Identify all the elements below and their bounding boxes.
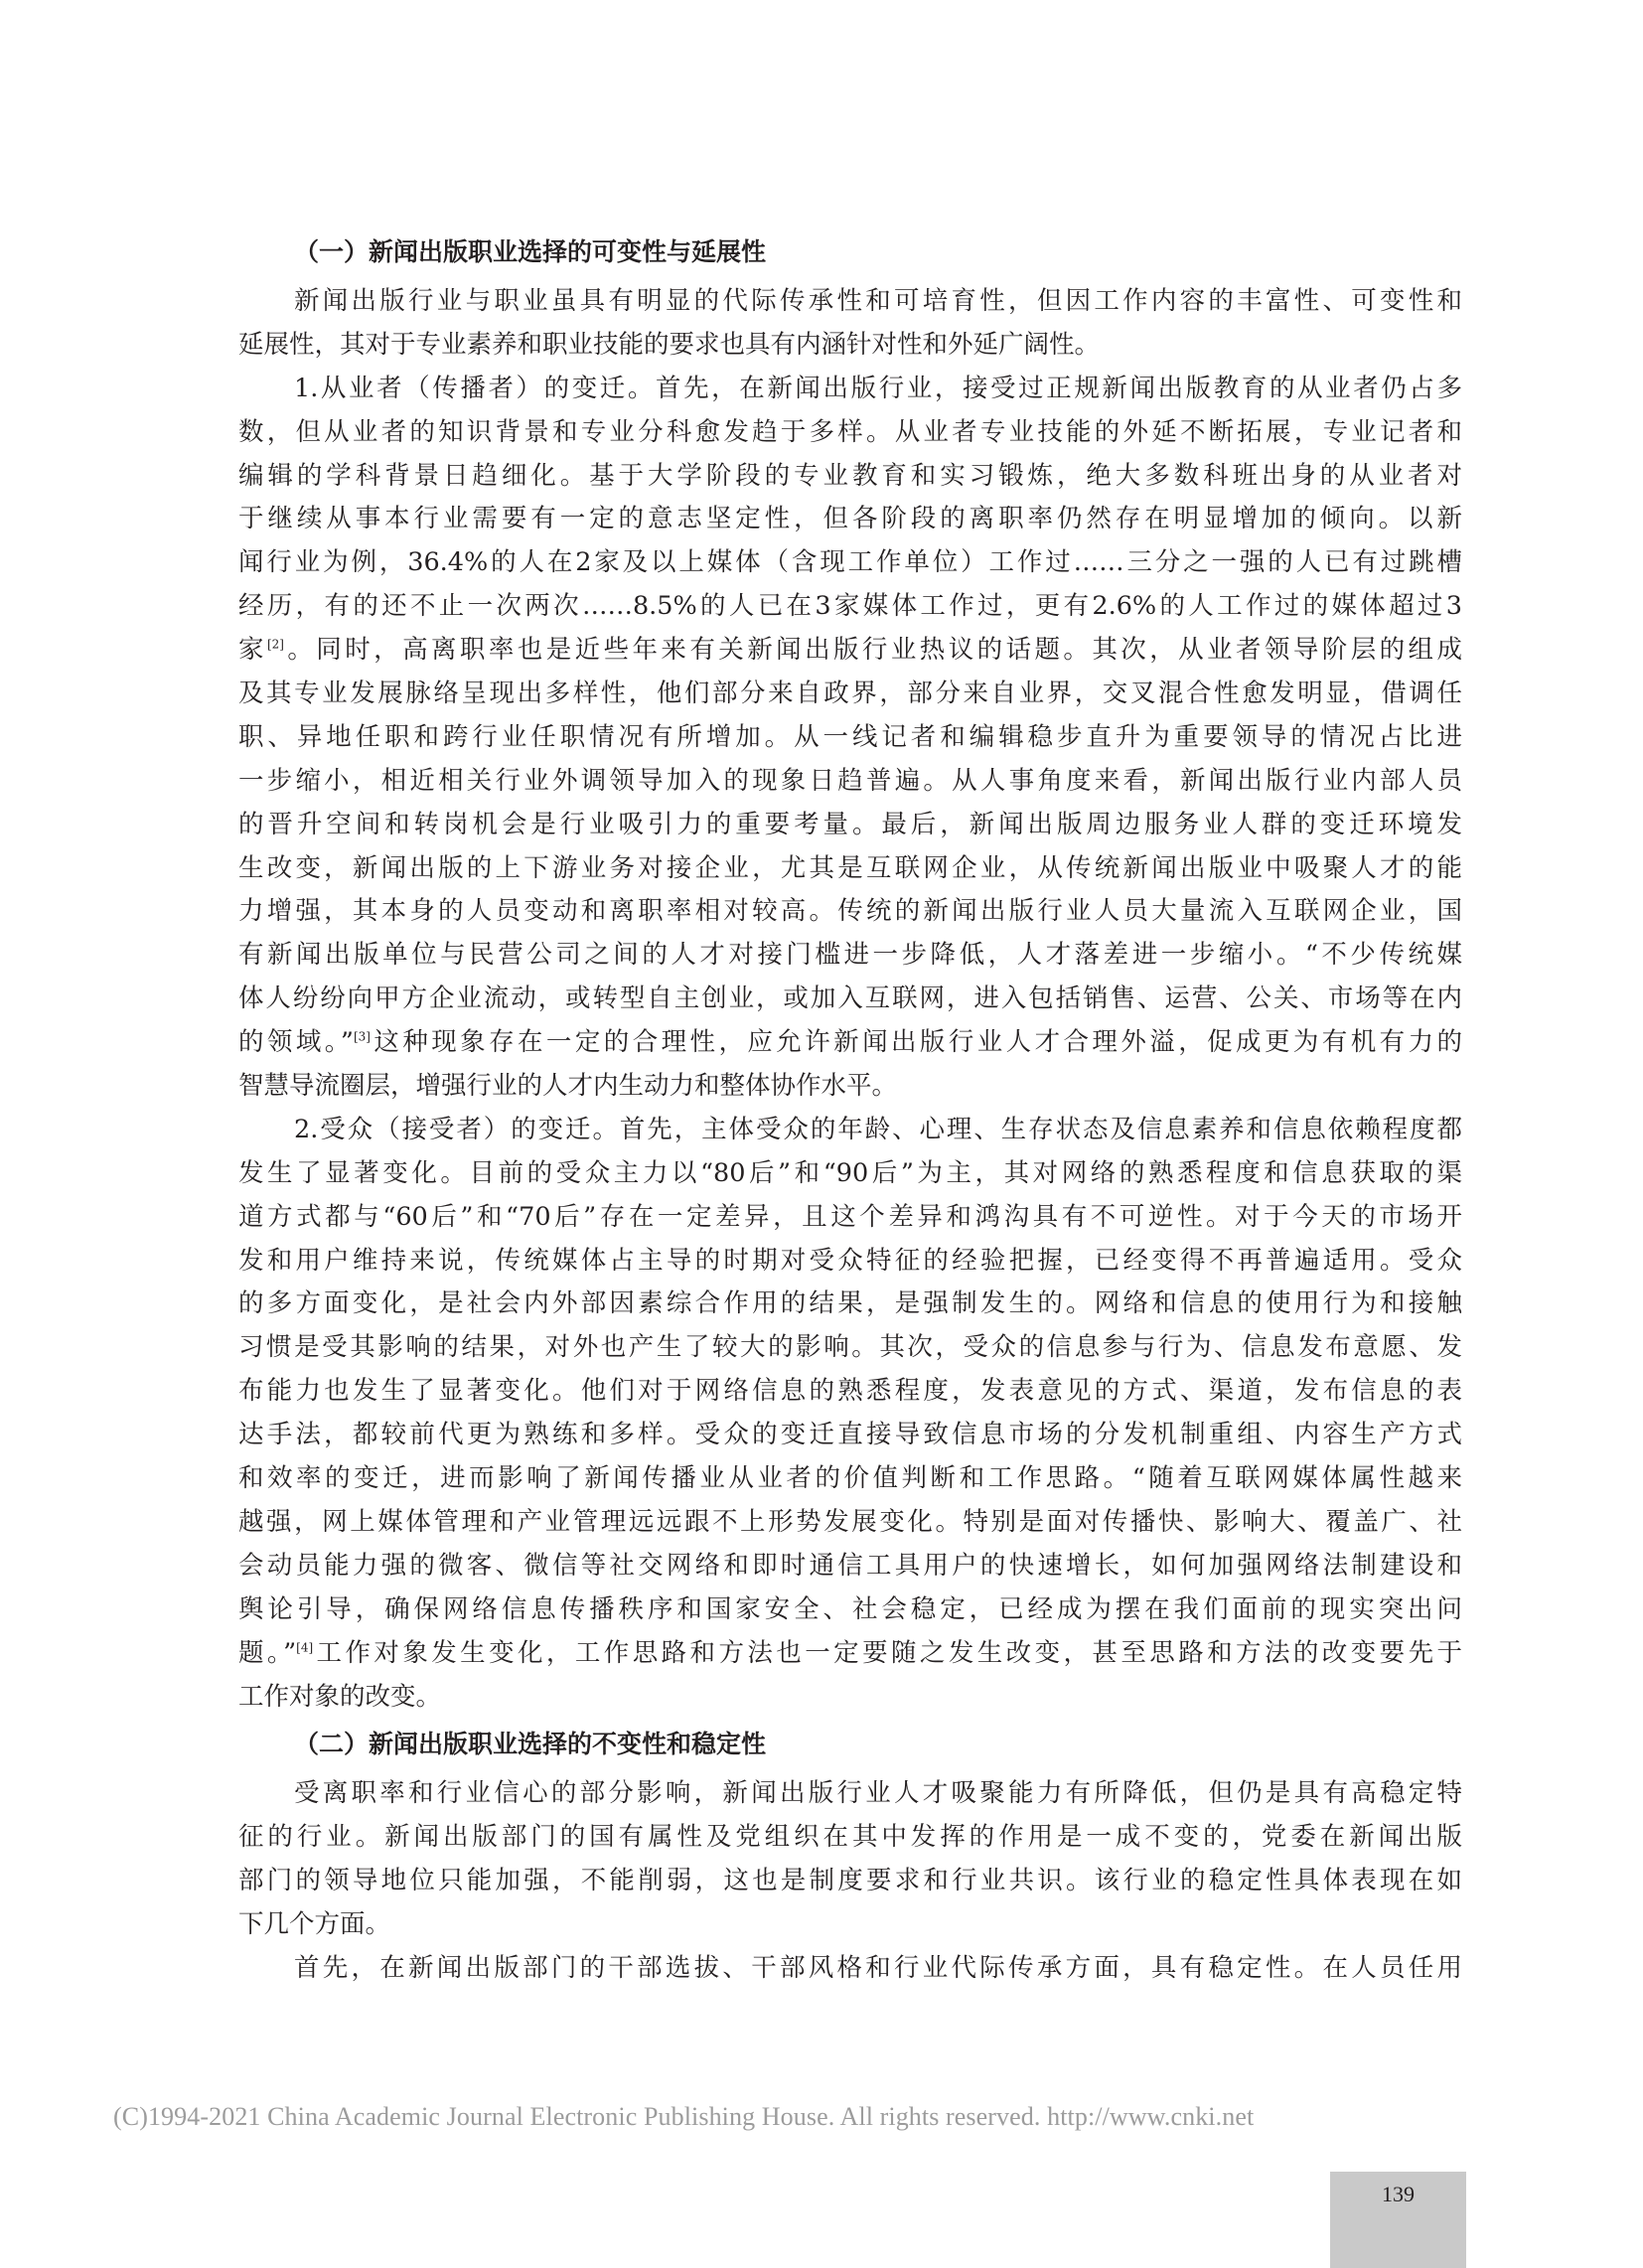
text-line: 舆论引导，确保网络信息传播秩序和国家安全、社会稳定，已经成为摆在我们面前的现实突出问 (238, 1593, 1462, 1624)
text-line: 职、异地任职和跨行业任职情况有所增加。从一线记者和编辑稳步直升为重要领导的情况占比进 (238, 721, 1462, 752)
text-line: 闻行业为例，36.4%的人在2家及以上媒体（含现工作单位）工作过……三分之一强的人已有过跳槽 (238, 547, 1462, 578)
page-number: 139 (1382, 2182, 1415, 2206)
text-segment: 家 (238, 635, 267, 666)
text-line: 越强，网上媒体管理和产业管理远远跟不上形势发展变化。特别是面对传播快、影响大、覆盖广、社 (238, 1506, 1462, 1537)
text-line: 工作对象的改变。 (238, 1681, 442, 1712)
text-line: 的晋升空间和转岗机会是行业吸引力的重要考量。最后，新闻出版周边服务业人群的变迁环境发 (238, 809, 1462, 839)
text-line: 编辑的学科背景日趋细化。基于大学阶段的专业教育和实习锻炼，绝大多数科班出身的从业者对 (238, 460, 1462, 491)
text-line: 生改变，新闻出版的上下游业务对接企业，尤其是互联网企业，从传统新闻出版业中吸聚人才的能 (238, 852, 1462, 883)
text-line: 及其专业发展脉络呈现出多样性，他们部分来自政界，部分来自业界，交叉混合性愈发明显，借调任 (238, 679, 1462, 709)
citation-ref: [3] (353, 1029, 371, 1044)
text-line: 布能力也发生了显著变化。他们对于网络信息的熟悉程度，发表意见的方式、渠道，发布信息的表 (238, 1376, 1462, 1407)
text-line: 和效率的变迁，进而影响了新闻传播业从业者的价值判断和工作思路。“随着互联网媒体属性越来 (238, 1463, 1462, 1494)
text-line: 数，但从业者的知识背景和专业分科愈发趋于多样。从业者专业技能的外延不断拓展，专业记者和 (238, 416, 1462, 447)
article-body (238, 230, 1462, 1991)
text-line: 体人纷纷向甲方企业流动，或转型自主创业，或加入互联网，进入包括销售、运营、公关、市场等在内 (238, 983, 1462, 1014)
citation-ref: [4] (296, 1640, 314, 1655)
citation-ref: [2] (266, 637, 284, 652)
text-line: 一步缩小，相近相关行业外调领导加入的现象日趋普遍。从人事角度来看，新闻出版行业内部人员 (238, 765, 1462, 796)
text-segment: 工作对象发生变化，工作思路和方法也一定要随之发生改变，甚至思路和方法的改变要先于 (313, 1637, 1462, 1668)
section-1-paragraphs (238, 280, 1462, 1719)
text-line: 1.从业者（传播者）的变迁。首先，在新闻出版行业，接受过正规新闻出版教育的从业者仍占多 (294, 373, 1462, 403)
text-line: 首先，在新闻出版部门的干部选拔、干部风格和行业代际传承方面，具有稳定性。在人员任用 (294, 1952, 1462, 1983)
text-line: 经历，有的还不止一次两次……8.5%的人已在3家媒体工作过，更有2.6%的人工作过的媒体超过3 (238, 591, 1462, 622)
text-line: 的多方面变化，是社会内外部因素综合作用的结果，是强制发生的。网络和信息的使用行为和接触 (238, 1288, 1462, 1319)
text-segment: 的领域。” (238, 1027, 354, 1058)
text-segment: 题。” (238, 1637, 297, 1668)
text-line: 智慧导流圈层，增强行业的人才内生动力和整体协作水平。 (238, 1071, 898, 1102)
text-line: 延展性，其对于专业素养和职业技能的要求也具有内涵针对性和外延广阔性。 (238, 329, 1101, 360)
text-line: 受离职率和行业信心的部分影响，新闻出版行业人才吸聚能力有所降低，但仍是具有高稳定特 (294, 1778, 1462, 1809)
text-line: 新闻出版行业与职业虽具有明显的代际传承性和可培育性，但因工作内容的丰富性、可变性和 (294, 286, 1462, 316)
paragraph (238, 368, 1462, 1109)
text-segment: 。同时，高离职率也是近些年来有关新闻出版行业热议的话题。其次，从业者领导阶层的组成 (283, 635, 1462, 666)
text-line: 部门的领导地位只能加强，不能削弱，这也是制度要求和行业共识。该行业的稳定性具体表现在如 (238, 1866, 1462, 1896)
text-line (238, 1021, 1462, 1065)
paragraph (238, 1109, 1462, 1719)
section-heading-2: （二）新闻出版职业选择的不变性和稳定性 (294, 1730, 767, 1759)
text-line: 道方式都与“60后”和“70后”存在一定差异，且这个差异和鸿沟具有不可逆性。对于今天的市场开 (238, 1201, 1462, 1232)
text-line: 达手法，都较前代更为熟练和多样。受众的变迁直接导致信息市场的分发机制重组、内容生产方式 (238, 1420, 1462, 1450)
text-line: 发生了显著变化。目前的受众主力以“80后”和“90后”为主，其对网络的熟悉程度和信息获取的渠 (238, 1157, 1462, 1188)
text-segment: 这种现象存在一定的合理性，应允许新闻出版行业人才合理外溢，促成更为有机有力的 (370, 1027, 1462, 1058)
paragraph (238, 1772, 1462, 1947)
section-2-paragraphs (238, 1772, 1462, 1990)
text-line: 习惯是受其影响的结果，对外也产生了较大的影响。其次，受众的信息参与行为、信息发布意愿、发 (238, 1332, 1462, 1363)
text-line (238, 1632, 1462, 1676)
text-line: 下几个方面。 (238, 1909, 391, 1940)
page-number-box (1330, 2172, 1466, 2268)
text-line: 发和用户维持来说，传统媒体占主导的时期对受众特征的经验把握，已经变得不再普遍适用。受众 (238, 1245, 1462, 1276)
text-line: 力增强，其本身的人员变动和离职率相对较高。传统的新闻出版行业人员大量流入互联网企业，国 (238, 896, 1462, 927)
text-line: 有新闻出版单位与民营公司之间的人才对接门槛进一步降低，人才落差进一步缩小。“不少传统媒 (238, 940, 1462, 971)
text-line: 会动员能力强的微客、微信等社交网络和即时通信工具用户的快速增长，如何加强网络法制建设和 (238, 1550, 1462, 1581)
text-line: 于继续从事本行业需要有一定的意志坚定性，但各阶段的离职率仍然存在明显增加的倾向。以新 (238, 504, 1462, 534)
section-heading-1: （一）新闻出版职业选择的可变性与延展性 (294, 237, 767, 266)
text-line: 2.受众（接受者）的变迁。首先，主体受众的年龄、心理、生存状态及信息素养和信息依赖程度都 (294, 1114, 1462, 1144)
paragraph (238, 280, 1462, 368)
paragraph (238, 1947, 1462, 1991)
copyright-notice: (C)1994-2021 China Academic Journal Electronic Publishing House. All rights reserved. http://www.cnki.net (113, 2102, 1255, 2131)
text-line: 征的行业。新闻出版部门的国有属性及党组织在其中发挥的作用是一成不变的，党委在新闻出版 (238, 1822, 1462, 1853)
text-line (238, 629, 1462, 673)
